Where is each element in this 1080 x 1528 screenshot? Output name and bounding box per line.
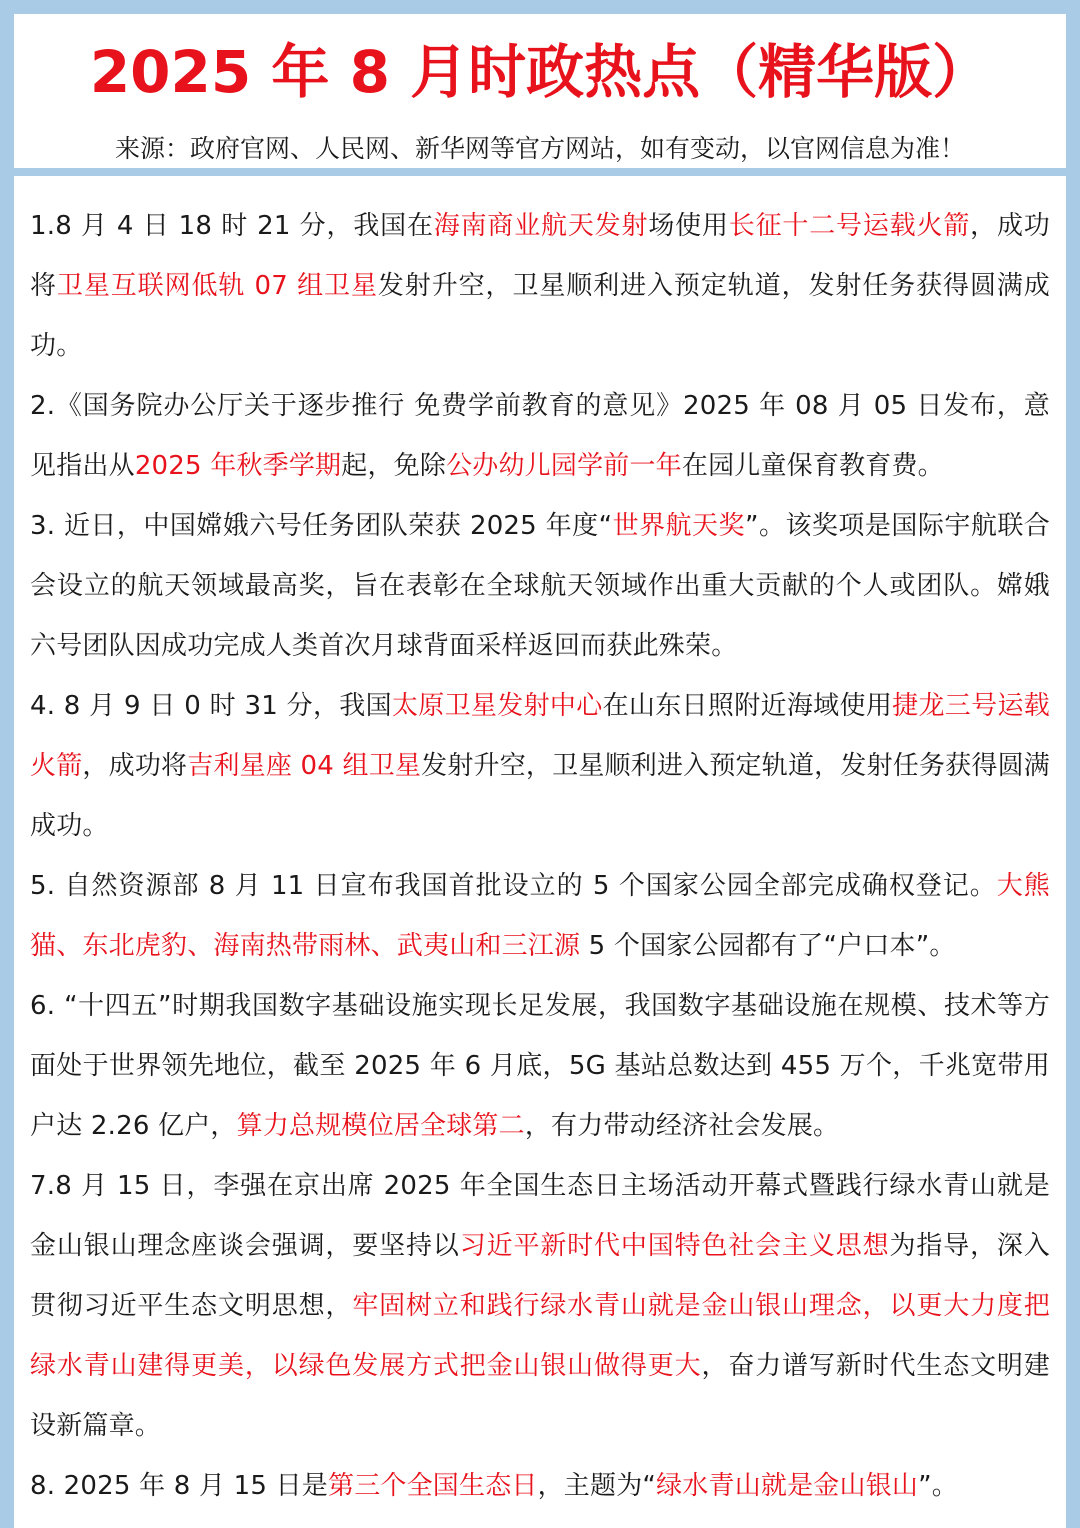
- highlight-text: 卫星互联网低轨 07 组卫星: [56, 271, 378, 301]
- body-text: 发射升空，卫星顺利进入预定轨道，发射任务获得圆满成功。: [30, 751, 1050, 841]
- highlight-text: 长征十二号运载火箭: [728, 211, 971, 241]
- body-text: 5. 自然资源部 8 月 11 日宣布我国首批设立的 5 个国家公园全部完成确权登记。: [30, 871, 997, 901]
- highlight-text: 太原卫星发射中心: [391, 691, 603, 721]
- highlight-text: 第三个全国生态日: [328, 1471, 538, 1501]
- news-item-7: [30, 1156, 1050, 1456]
- news-item-4: [30, 676, 1050, 856]
- news-item-2: [30, 376, 1050, 496]
- source-note: 来源：政府官网、人民网、新华网等官方网站，如有变动，以官网信息为准！: [114, 134, 965, 163]
- news-item-1: [30, 196, 1050, 376]
- body-text: 起，免除: [341, 451, 447, 481]
- body-text: 在园儿童保育教育费。: [681, 451, 944, 481]
- highlight-text: 绿水青山就是金山银山: [656, 1471, 919, 1501]
- body-text: ，成功将: [82, 751, 188, 781]
- news-item-3: [30, 496, 1050, 676]
- news-item-6: [30, 976, 1050, 1156]
- body-text: ，有力带动经济社会发展。: [524, 1111, 840, 1141]
- body-text: 为指导，深入贯彻习近平生态文明思想，: [30, 1231, 1050, 1321]
- highlight-text: 海南商业航天发射: [433, 211, 649, 241]
- body-text: 3. 近日，中国嫦娥六号任务团队荣获 2025 年度“: [30, 511, 613, 541]
- highlight-text: 算力总规模位居全球第二: [236, 1111, 525, 1141]
- body-text: ”。该奖项是国际宇航联合会设立的航天领域最高奖，旨在表彰在全球航天领域作出重大贡献的个人或团队。嫦娥六号团队因成功完成人类首次月球背面采样返回而获此殊荣。: [30, 511, 1050, 661]
- body-text: ，奋力谱写新时代生态文明建设新篇章。: [30, 1351, 1050, 1441]
- highlight-text: 世界航天奖: [612, 511, 746, 541]
- highlight-text: 习近平新时代中国特色社会主义思想: [459, 1231, 890, 1261]
- body-text: ，主题为“: [537, 1471, 657, 1501]
- news-item-8: [30, 1456, 1050, 1516]
- body-text: 4. 8 月 9 日 0 时 31 分，我国: [30, 691, 392, 721]
- highlight-text: 公办幼儿园学前一年: [446, 451, 682, 481]
- body-text: 在山东日照附近海域使用: [602, 691, 893, 721]
- page-title: 2025 年 8 月时政热点（精华版）: [89, 38, 991, 106]
- body-text: 1.8 月 4 日 18 时 21 分，我国在: [30, 211, 434, 241]
- body-text: 7.8 月 15 日，李强在京出席 2025 年全国生态日主场活动开幕式暨践行绿水青山就是金山银山理念座谈会强调，要坚持以: [30, 1171, 1050, 1261]
- body-text: 发射升空，卫星顺利进入预定轨道，发射任务获得圆满成功。: [30, 271, 1050, 361]
- news-item-5: [30, 856, 1050, 976]
- body-text: ，成功将: [30, 211, 1050, 301]
- header: [14, 14, 1066, 172]
- body-text: 8. 2025 年 8 月 15 日是: [30, 1471, 328, 1501]
- highlight-text: 牢固树立和践行绿水青山就是金山银山理念，以更大力度把绿水青山建得更美，以绿色发展方式把金山银山做得更大: [30, 1291, 1050, 1381]
- body-text: 6. “十四五”时期我国数字基础设施实现长足发展，我国数字基础设施在规模、技术等方面处于世界领先地位，截至 2025 年 6 月底，5G 基站总数达到 455 万个，千兆宽带用户达 2.26 亿户，: [30, 991, 1050, 1141]
- highlight-text: 大熊猫、东北虎豹、海南热带雨林、武夷山和三江源: [30, 871, 1050, 961]
- highlight-text: 2025 年秋季学期: [134, 451, 342, 481]
- body-text: 2.《国务院办公厅关于逐步推行 免费学前教育的意见》2025 年 08 月 05 日发布，意见指出从: [30, 391, 1050, 481]
- news-list: [30, 196, 1050, 1516]
- body-text: 场使用: [648, 211, 729, 241]
- highlight-text: 捷龙三号运载火箭: [30, 691, 1050, 781]
- highlight-text: 吉利星座 04 组卫星: [187, 751, 422, 781]
- body-text: 5 个国家公园都有了“户口本”。: [580, 931, 956, 961]
- header-divider: [14, 168, 1066, 176]
- body-text: ”。: [918, 1471, 958, 1501]
